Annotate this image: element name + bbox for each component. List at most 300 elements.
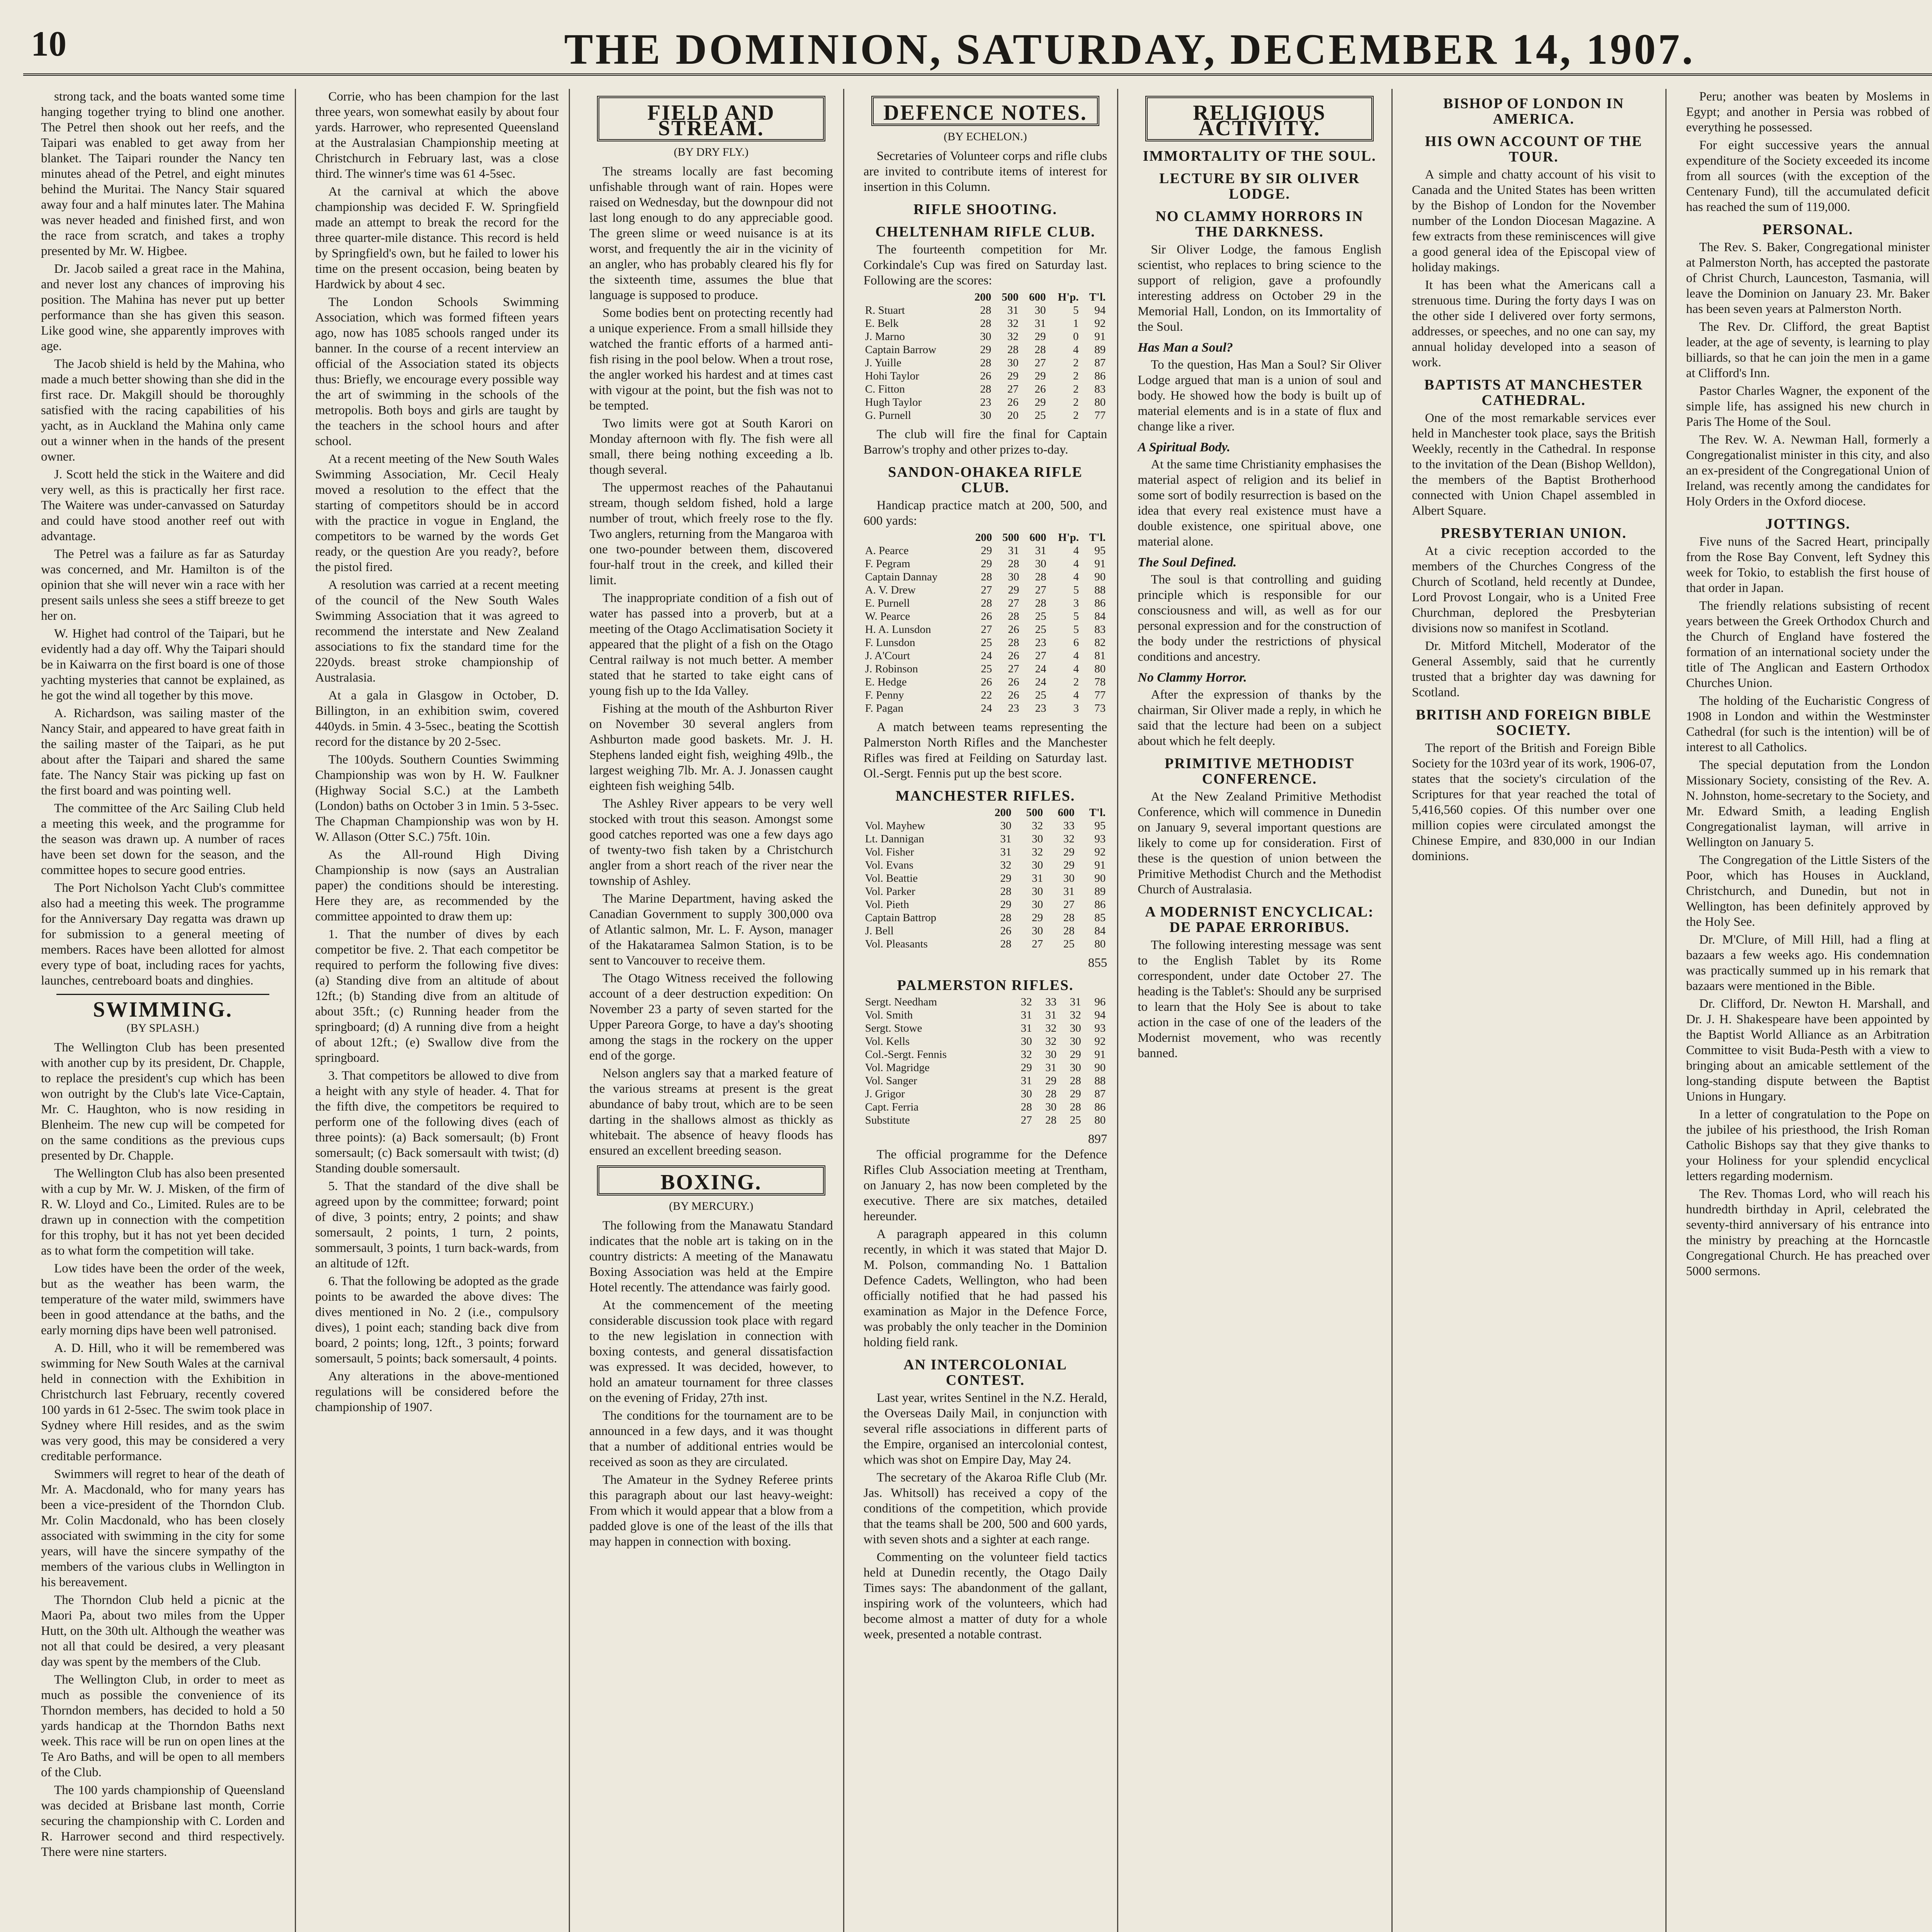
- table-row: [864, 1009, 1107, 1022]
- table-cell: 84: [1094, 925, 1106, 937]
- table-row: [864, 702, 1107, 715]
- heading-box: [871, 96, 1100, 126]
- table-cell: 77: [1094, 409, 1106, 422]
- article-paragraph: A paragraph appeared in this column recently, in which it was stated that Major D. M. Polson, commanding No. 1 Battalion Defence Cadets, Wellington, who had been officially notified that he had passed his examination as Major in the Defence Force, was probably the only teacher in the Dominion holding field rank.: [863, 1227, 1107, 1349]
- article-paragraph: 6. That the following be adopted as the grade points to be awarded the above dives: The dives mentioned in No. 2 (i.e., compulsory dives), 1 point each; standing back dive from board, 2 points; long, 12ft., 3 points; forward somersault, 5 points; back somersault, 4 points.: [315, 1274, 559, 1366]
- table-cell: 5: [1073, 584, 1079, 596]
- table-cell: 29: [1034, 370, 1046, 382]
- table-cell: 27: [1035, 584, 1046, 596]
- article-paragraph: strong tack, and the boats wanted some time hanging together trying to blind one another. The Petrel then shook out her reefs, and the Taipari was enabled to get away from her blanket. The Taipari rounder the Nancy ten minutes ahead of the Petrel, and eight minutes behind the Muritai. The Nancy Stair squared away four and a half minutes later. The Mahina was never headed and finished first, and won the race from scratch, and takes a trophy presented by Mr. W. Higbee.: [41, 90, 285, 258]
- table-header-row: [864, 531, 1107, 544]
- article-paragraph: In a letter of congratulation to the Pope on the jubilee of his priesthood, the Irish Roman Catholic Bishops say that they give thanks to your Holiness for your splendid encyclical letters regarding modernism.: [1686, 1107, 1930, 1183]
- table-cell: Hohi Taylor: [865, 370, 919, 382]
- table-cell: 31: [1020, 1022, 1032, 1034]
- article-paragraph: Two limits were got at South Karori on Monday afternoon with fly. The fish were all small, there being nothing exceeding a lb. though several.: [589, 417, 833, 477]
- byline: (BY ECHELON.): [944, 130, 1027, 143]
- article-paragraph: Low tides have been the order of the week, but as the weather has been warm, the temperature of the water mild, swimmers have been in good attendance at the baths, and the early morning dips have been well patronised.: [41, 1262, 285, 1337]
- table-cell: 0: [1073, 330, 1079, 343]
- table-cell: A. Pearce: [865, 544, 909, 557]
- article-paragraph: Last year, writes Sentinel in the N.Z. Herald, the Overseas Daily Mail, in conjunction with several rifle associations in different parts of the Empire, organised an intercolonial contest, which was shot on Empire Day, May 24.: [863, 1391, 1107, 1467]
- table-cell: Vol. Parker: [865, 885, 915, 898]
- article-paragraph: The 100 yards championship of Queensland was decided at Brisbane last month, Corrie securing the championship with C. Lorden and R. Harrower second and third respectively. There were nine starters.: [41, 1783, 285, 1859]
- article-paragraph: The Rev. Thomas Lord, who will reach his hundredth birthday in April, celebrated the seventy-third anniversary of his entrance into the ministry by preaching at the Horncastle Congregational Church. He has preached over 5000 sermons.: [1686, 1187, 1930, 1278]
- newspaper-title: THE DOMINION, SATURDAY, DECEMBER 14, 1907.: [564, 26, 1695, 73]
- article-paragraph: The streams locally are fast becoming unfishable through want of rain. Hopes were raised on Wednesday, but the downpour did not last long enough to do any appreciable good. The green slime or weed nuisance is at its worst, and frequently the air in the vicinity of an angler, who has probably cleared his fly for the sixteenth time, assumes the blue that language is supposed to produce.: [589, 165, 833, 302]
- table-cell: Vol. Kells: [865, 1035, 910, 1048]
- table-cell: E. Purnell: [865, 597, 910, 609]
- heading-box: [597, 1165, 825, 1196]
- subheading-sandon-ohakea: SANDON-OHAKEA RIFLE CLUB.: [888, 464, 1083, 496]
- article-paragraph: The Port Nicholson Yacht Club's committee also had a meeting this week. The programme for the Anniversary Day regatta was drawn up for submission to a general meeting of members. Races have been allotted for almost every type of boat, including races for yachts, launches, centreboard boats and dinghies.: [41, 881, 285, 988]
- table-cell: 30: [1020, 1088, 1032, 1100]
- score-table-manchester: [864, 806, 1107, 951]
- column-header: 600: [1029, 531, 1046, 544]
- table-cell: C. Fitton: [865, 383, 905, 395]
- article-paragraph: The official programme for the Defence Rifles Club Association meeting at Trentham, on January 2, has now been completed by the executive. There are six matches, detailed hereunder.: [863, 1148, 1107, 1223]
- table-cell: 91: [1094, 330, 1106, 343]
- table-cell: 27: [1063, 898, 1075, 911]
- column-header: 500: [1002, 531, 1019, 544]
- table-row: [864, 872, 1107, 885]
- subheading-primitive-methodist: PRIMITIVE METHODIST CONFERENCE.: [1165, 755, 1355, 787]
- table-cell: 28: [1007, 344, 1019, 356]
- article-paragraph: To the question, Has Man a Soul? Sir Oliver Lodge argued that man is a union of soul and body. He showed how the body is built up of material elements and is in a state of flux and change like a river.: [1138, 358, 1381, 434]
- table-row: [864, 636, 1107, 649]
- table-cell: 25: [1035, 610, 1046, 622]
- team-total: 855: [1088, 956, 1107, 970]
- table-cell: 30: [1070, 1022, 1081, 1034]
- table-cell: 91: [1094, 1048, 1106, 1061]
- table-cell: 26: [1008, 689, 1019, 701]
- table-cell: 29: [1032, 912, 1043, 924]
- article-paragraph: The conditions for the tournament are to be announced in a few days, and it was thought that a number of additional entries would be received as soon as they are circulated.: [589, 1409, 833, 1469]
- table-cell: 85: [1094, 912, 1106, 924]
- table-cell: 28: [1000, 912, 1012, 924]
- table-cell: 29: [980, 344, 992, 356]
- section-heading-boxing: BOXING.: [660, 1170, 762, 1194]
- table-cell: 25: [1070, 1114, 1081, 1126]
- article-paragraph: Fishing at the mouth of the Ashburton River on November 30 several anglers from Ashburton made good baskets. Mr. J. H. Stephens landed eight fish, weighing 49lb., the largest weighing 7lb. Mr. A. J. Jonassen caught eighteen fish weighing 54lb.: [589, 702, 833, 793]
- team-total: 897: [1088, 1132, 1107, 1146]
- table-cell: 28: [1000, 938, 1012, 950]
- table-cell: 86: [1094, 597, 1106, 609]
- table-row: [864, 649, 1107, 662]
- table-cell: 28: [1008, 636, 1019, 649]
- table-cell: 2: [1073, 676, 1079, 688]
- table-cell: 78: [1094, 676, 1106, 688]
- table-row: [864, 819, 1107, 832]
- table-cell: 29: [1000, 872, 1012, 884]
- table-cell: 2: [1073, 409, 1079, 422]
- table-cell: 31: [1000, 833, 1012, 845]
- article-paragraph: Corrie, who has been champion for the last three years, won somewhat easily by about four yards. Harrower, who represented Queensland at the Australasian Championship meeting at Christchurch in February last, was a close third. The winner's time was 61 4-5sec.: [315, 90, 559, 181]
- inline-heading: The Soul Defined.: [1138, 555, 1237, 570]
- table-cell: 28: [1034, 344, 1046, 356]
- table-cell: 25: [1035, 689, 1046, 701]
- table-cell: Vol. Pieth: [865, 898, 909, 911]
- table-cell: 83: [1094, 623, 1106, 636]
- table-cell: 29: [1008, 584, 1019, 596]
- table-cell: 29: [1007, 370, 1019, 382]
- table-cell: 27: [1008, 663, 1019, 675]
- subheading-cheltenham: CHELTENHAM RIFLE CLUB.: [875, 224, 1095, 240]
- article-paragraph: The Jacob shield is held by the Mahina, who made a much better showing than she did in the first race. Dr. Makgill should be thoroughly satisfied with the racing capabilities of his yacht, as in Auckland the Mahina only came out a winner when in the hands of the present owner.: [41, 357, 285, 464]
- table-cell: 30: [1045, 1101, 1057, 1113]
- table-cell: 5: [1073, 304, 1079, 316]
- table-cell: 27: [1034, 357, 1046, 369]
- article-paragraph: The Petrel was a failure as far as Saturday was concerned, and Mr. Hamilton is of the opinion that she will never win a race with her present sails unless she sees a stiff breeze to get her on.: [41, 547, 285, 623]
- table-cell: 84: [1094, 610, 1106, 622]
- table-cell: 25: [1035, 623, 1046, 636]
- article-paragraph: 3. That competitors be allowed to dive from a height with any style of header. 4. That for the fifth dive, the competitors be required to perform one of the following dives (each of three points): (a) Back somersault; (b) Front somersault; (c) Back somersault with twist; (d) Standing double somersault.: [315, 1069, 559, 1175]
- table-cell: 24: [1035, 676, 1046, 688]
- subheading-manchester: MANCHESTER RIFLES.: [895, 788, 1075, 804]
- table-cell: 28: [1020, 1101, 1032, 1113]
- table-cell: E. Belk: [865, 317, 899, 330]
- column-3: [579, 89, 844, 1932]
- column-2: [305, 89, 570, 1932]
- table-cell: 88: [1094, 584, 1106, 596]
- column-header: 600: [1058, 806, 1075, 819]
- table-cell: 30: [1032, 833, 1043, 845]
- table-cell: 80: [1094, 938, 1106, 950]
- table-cell: 32: [1000, 859, 1012, 871]
- table-cell: 94: [1094, 1009, 1106, 1021]
- table-cell: 26: [1008, 676, 1019, 688]
- table-cell: 32: [1020, 996, 1032, 1008]
- table-cell: 90: [1094, 571, 1106, 583]
- table-row: [864, 1100, 1107, 1114]
- table-cell: 89: [1094, 344, 1106, 356]
- table-cell: 28: [1063, 912, 1075, 924]
- article-paragraph: At a gala in Glasgow in October, D. Billington, in an exhibition swim, covered 440yds. in 5min. 4 3-5sec., beating the Scottish record for the distance by 20 2-5sec.: [315, 689, 559, 749]
- table-cell: 27: [1020, 1114, 1032, 1126]
- column-header: 500: [1026, 806, 1043, 819]
- table-row: [864, 675, 1107, 689]
- table-cell: 3: [1073, 597, 1079, 609]
- table-cell: 24: [981, 702, 992, 714]
- table-cell: 4: [1073, 663, 1079, 675]
- table-cell: 29: [1045, 1075, 1057, 1087]
- table-row: [864, 356, 1107, 369]
- article-paragraph: The Wellington Club, in order to meet as much as possible the convenience of its Thorndon members, has decided to hold a 50 yards handicap at the Thorndon Baths next week. This race will be run on open lines at the Te Aro Baths, and will be open to all members of the Club.: [41, 1673, 285, 1779]
- column-7: [1676, 89, 1932, 1932]
- table-cell: 31: [1020, 1009, 1032, 1021]
- table-row: [864, 845, 1107, 859]
- table-cell: 29: [1070, 1088, 1081, 1100]
- subheading-jottings: JOTTINGS.: [1765, 516, 1850, 532]
- section-heading-swimming: SWIMMING.: [93, 998, 233, 1022]
- table-cell: 80: [1094, 663, 1106, 675]
- article-paragraph: The friendly relations subsisting of recent years between the Greek Orthodox Church and the Church of England have fostered the formation of an international society under the title of The Anglican and Eastern Orthodox Churches Union.: [1686, 599, 1930, 690]
- article-paragraph: W. Highet had control of the Taipari, but he evidently had a day off. Why the Taipari should be in Kaiwarra on the first board is one of those yachting mysteries that cannot be explained, as he got the wind all together by this move.: [41, 627, 285, 702]
- table-cell: H. A. Lunsdon: [865, 623, 931, 636]
- column-6: [1402, 89, 1667, 1932]
- table-cell: 93: [1094, 1022, 1106, 1034]
- table-row: [864, 369, 1107, 383]
- article-paragraph: The following from the Manawatu Standard indicates that the noble art is taking on in the country districts: A meeting of the Manawatu Boxing Association was held at the Empire Hotel recently. The attendance was fairly good.: [589, 1219, 833, 1294]
- table-cell: Captain Barrow: [865, 344, 937, 356]
- table-cell: 30: [1032, 898, 1043, 911]
- table-cell: 32: [1007, 317, 1019, 330]
- table-cell: G. Purnell: [865, 409, 911, 422]
- table-cell: 30: [1070, 1035, 1081, 1048]
- article-paragraph: As the All-round High Diving Championship is now (says an Australian paper) the conditions should be interesting. Here they are, as recommended by the committee appointed to draw them up:: [315, 848, 559, 923]
- table-cell: 96: [1094, 996, 1106, 1008]
- table-row: [864, 937, 1107, 951]
- table-row: [864, 898, 1107, 911]
- byline: (BY DRY FLY.): [673, 146, 749, 158]
- article-paragraph: The Rev. Dr. Clifford, the great Baptist leader, at the age of seventy, is learning to play billiards, so that he can join the men in a game at Clifford's Inn.: [1686, 320, 1930, 380]
- subheading-rifle-shooting: RIFLE SHOOTING.: [913, 201, 1058, 218]
- table-cell: 26: [1034, 383, 1046, 395]
- subheading: NO CLAMMY HORRORS IN THE DARKNESS.: [1155, 208, 1364, 240]
- article-paragraph: Peru; another was beaten by Moslems in Egypt; and another in Persia was robbed of everything he possessed.: [1686, 90, 1930, 134]
- table-row: [864, 1074, 1107, 1087]
- column-header: 200: [995, 806, 1012, 819]
- table-cell: 28: [981, 571, 992, 583]
- article-paragraph: The Amateur in the Sydney Referee prints this paragraph about our last heavy-weight: From which it would appear that a blow from a padded glove is one of the least of the ills that may happen in connection with boxing.: [589, 1473, 833, 1549]
- table-cell: W. Pearce: [865, 610, 910, 622]
- table-cell: 29: [1020, 1061, 1032, 1074]
- table-row: [864, 911, 1107, 924]
- article-paragraph: Dr. Clifford, Dr. Newton H. Marshall, and Dr. J. H. Shakespeare have been appointed by the Baptist World Alliance as an Arbitration Committee to visit Buda-Pesth with a view to bringing about an amicable settlement of the long-standing dispute between the Baptist Unions in Hungary.: [1686, 997, 1930, 1104]
- table-row: [864, 1048, 1107, 1061]
- subheading-modernist: A MODERNIST ENCYCLICAL: DE PAPAE ERRORIBUS.: [1145, 904, 1374, 935]
- table-cell: Vol. Mayhew: [865, 820, 925, 832]
- article-paragraph: The Thorndon Club held a picnic at the Maori Pa, about two miles from the Upper Hutt, on the 30th ult. Although the weather was not all that could be desired, a very pleasant day was spent by the members of the Club.: [41, 1593, 285, 1669]
- table-cell: 5: [1073, 610, 1079, 622]
- table-cell: J. Bell: [865, 925, 894, 937]
- article-paragraph: The following interesting message was sent to the English Tablet by its Rome correspondent, under date October 27. The heading is the Tablet's: Should any be surprised to learn that the Holy See is about to take action in the case of one of the leaders of the Modernist movement, who was recently banned.: [1138, 938, 1381, 1060]
- table-row: [864, 343, 1107, 356]
- column-1: [31, 89, 296, 1932]
- table-cell: 27: [981, 623, 992, 636]
- table-cell: 2: [1073, 383, 1079, 395]
- table-row: [864, 570, 1107, 583]
- table-cell: Hugh Taylor: [865, 396, 922, 408]
- table-cell: 26: [1008, 623, 1019, 636]
- table-cell: 30: [1032, 885, 1043, 898]
- column-5: [1128, 89, 1393, 1932]
- table-cell: 2: [1073, 357, 1079, 369]
- table-cell: 31: [1008, 544, 1019, 557]
- table-row: [864, 409, 1107, 422]
- subheading-presbyterian: PRESBYTERIAN UNION.: [1440, 525, 1627, 541]
- table-cell: 28: [980, 317, 992, 330]
- section-rule: [56, 994, 269, 995]
- table-row: [864, 1035, 1107, 1048]
- table-cell: 32: [1007, 330, 1019, 343]
- article-paragraph: At a recent meeting of the New South Wales Swimming Association, Mr. Cecil Healy moved a resolution to the effect that the starting of competitors should be in accord with the practice in vogue in England, the competitors to be warned by the words Get ready, or the question Are you ready?, before the pistol fired.: [315, 452, 559, 574]
- table-cell: 88: [1094, 1075, 1106, 1087]
- table-cell: E. Hedge: [865, 676, 907, 688]
- heading-box: [597, 96, 825, 141]
- column-header: 200: [974, 291, 992, 303]
- table-row: [864, 623, 1107, 636]
- article-paragraph: It has been what the Americans call a strenuous time. During the forty days I was on the other side I delivered over forty sermons, addresses, or speeches, and no one can say, my annual holiday developed into a season of work.: [1412, 278, 1656, 369]
- table-cell: 90: [1094, 872, 1106, 884]
- table-cell: Capt. Ferria: [865, 1101, 919, 1113]
- table-cell: 32: [1045, 1035, 1057, 1048]
- table-cell: 4: [1073, 544, 1079, 557]
- table-cell: 31: [1034, 317, 1046, 330]
- subheading-palmerston: PALMERSTON RIFLES.: [897, 977, 1074, 993]
- table-row: [864, 304, 1107, 317]
- table-row: [864, 396, 1107, 409]
- table-cell: Col.-Sergt. Fennis: [865, 1048, 947, 1061]
- table-row: [864, 544, 1107, 557]
- subheading-personal: PERSONAL.: [1762, 221, 1853, 238]
- table-cell: 1: [1073, 317, 1079, 330]
- table-cell: F. Penny: [865, 689, 904, 701]
- column-header: 200: [975, 531, 992, 544]
- table-row: [864, 1022, 1107, 1035]
- table-cell: 30: [1000, 820, 1012, 832]
- subheading: HIS OWN ACCOUNT OF THE TOUR.: [1425, 133, 1643, 165]
- section-heading-religious-activity: RELIGIOUS ACTIVITY.: [1193, 101, 1326, 140]
- table-cell: 94: [1094, 304, 1106, 316]
- table-cell: 33: [1045, 996, 1057, 1008]
- table-cell: 31: [1045, 1061, 1057, 1074]
- table-cell: 28: [1035, 571, 1046, 583]
- score-table-sandon: [864, 531, 1107, 715]
- table-cell: 90: [1094, 1061, 1106, 1074]
- article-paragraph: The Rev. W. A. Newman Hall, formerly a Congregationalist minister in this city, and also an ex-president of the Congregational Union of Ireland, was recently among the candidates for Holy Orders in the Oxford diocese.: [1686, 433, 1930, 509]
- table-cell: 30: [1035, 558, 1046, 570]
- table-cell: 26: [1008, 650, 1019, 662]
- column-header: T'l.: [1089, 291, 1106, 303]
- table-cell: 28: [1008, 558, 1019, 570]
- article-paragraph: The Congregation of the Little Sisters of the Poor, which has Houses in Auckland, Christchurch, and Dunedin, but not in Wellington, has been definitely approved by the Holy See.: [1686, 853, 1930, 929]
- table-row: [864, 885, 1107, 898]
- article-paragraph: For eight successive years the annual expenditure of the Society exceeded its income from all sources (with the exception of the Centenary Fund), till the accumulated deficit has reached the sum of 119,000.: [1686, 138, 1930, 214]
- table-cell: 2: [1073, 370, 1079, 382]
- table-cell: 25: [1063, 938, 1075, 950]
- table-cell: 83: [1094, 383, 1106, 395]
- inline-heading: No Clammy Horror.: [1138, 670, 1247, 685]
- table-cell: 31: [1035, 544, 1046, 557]
- table-cell: J. Marno: [865, 330, 905, 343]
- table-cell: Vol. Evans: [865, 859, 913, 871]
- article-paragraph: A. D. Hill, who it will be remembered was swimming for New South Wales at the carnival held in connection with the Exhibition in Christchurch last February, recently covered 100 yards in 61 2-5sec. The swim took place in Sydney where Hill resides, and as the swim was very good, this may be considered a very creditable performance.: [41, 1341, 285, 1463]
- table-cell: 31: [1007, 304, 1019, 316]
- heading-box: [1145, 96, 1374, 141]
- table-cell: R. Stuart: [865, 304, 905, 316]
- table-row: [864, 662, 1107, 675]
- table-row: [864, 383, 1107, 396]
- table-cell: 28: [1000, 885, 1012, 898]
- table-cell: 28: [1070, 1101, 1081, 1113]
- article-paragraph: A. Richardson, was sailing master of the Nancy Stair, and appeared to have great faith in the sailing master of the Taipari, as he put about after the Taipari and shared the same fate. The Nancy Stair was picking up fast on the first board and was pointing well.: [41, 706, 285, 798]
- byline: (BY SPLASH.): [126, 1022, 199, 1034]
- table-cell: 4: [1073, 344, 1079, 356]
- table-cell: 27: [1032, 938, 1043, 950]
- table-cell: 31: [1020, 1075, 1032, 1087]
- table-cell: 23: [1035, 702, 1046, 714]
- score-table-palmerston: [864, 995, 1107, 1127]
- table-row: [864, 557, 1107, 570]
- inline-heading: A Spiritual Body.: [1138, 440, 1230, 454]
- table-cell: J. A'Court: [865, 650, 910, 662]
- table-cell: 25: [1034, 409, 1046, 422]
- table-cell: 26: [981, 676, 992, 688]
- table-row: [864, 924, 1107, 937]
- table-cell: 93: [1094, 833, 1106, 845]
- table-cell: Sergt. Needham: [865, 996, 937, 1008]
- table-cell: 77: [1094, 689, 1106, 701]
- column-header: [864, 806, 981, 819]
- table-cell: Vol. Beattie: [865, 872, 918, 884]
- column-header: T'l.: [1089, 806, 1106, 819]
- inline-heading: Has Man a Soul?: [1138, 340, 1233, 355]
- article-paragraph: The Wellington Club has also been presented with a cup by Mr. W. J. Misken, of the firm of R. W. Lloyd and Co., Limited. Rules are to be drawn up in connection with the competition for this trophy, but it has not yet been decided as to what form the competition will take.: [41, 1167, 285, 1258]
- table-cell: 92: [1094, 317, 1106, 330]
- table-row: [864, 317, 1107, 330]
- article-paragraph: The uppermost reaches of the Pahautanui stream, though seldom fished, hold a large number of trout, which freely rose to the fly. Two anglers, returning from the Mangaroa with one two-pounder between them, discovered four-half trout in the creek, and killed their limit.: [589, 481, 833, 587]
- table-cell: 95: [1094, 820, 1106, 832]
- table-row: [864, 597, 1107, 610]
- column-header: H'p.: [1058, 531, 1079, 544]
- score-table-cheltenham: [864, 291, 1107, 422]
- table-cell: Lt. Dannigan: [865, 833, 924, 845]
- table-cell: 30: [1063, 872, 1075, 884]
- table-cell: 29: [1063, 859, 1075, 871]
- article-paragraph: The club will fire the final for Captain Barrow's trophy and other prizes to-day.: [863, 427, 1107, 457]
- article-paragraph: One of the most remarkable services ever held in Manchester took place, says the British Weekly, recently in the Cathedral. In response to the invitation of the Dean (Bishop Welldon), the members of the Baptist Brotherhood connected with Union Chapel assembled in Albert Square.: [1412, 411, 1656, 518]
- table-cell: 24: [1035, 663, 1046, 675]
- table-cell: 80: [1094, 396, 1106, 408]
- table-cell: Vol. Smith: [865, 1009, 913, 1021]
- table-header-row: [864, 806, 1107, 819]
- table-cell: 30: [1020, 1035, 1032, 1048]
- column-4: [854, 89, 1119, 1932]
- table-cell: 23: [980, 396, 992, 408]
- table-cell: J. Grigor: [865, 1088, 905, 1100]
- article-paragraph: Nelson anglers say that a marked feature of the various streams at present is the great abundance of baby trout, which are to be seen darting in the shallows almost as thickly as whitebait. The absence of heavy floods has ensured an excellent breeding season.: [589, 1066, 833, 1158]
- table-cell: 28: [1035, 597, 1046, 609]
- table-cell: 22: [981, 689, 992, 701]
- subheading: LECTURE BY SIR OLIVER LODGE.: [1159, 170, 1360, 202]
- article-paragraph: The fourteenth competition for Mr. Corkindale's Cup was fired on Saturday last. Following are the scores:: [863, 243, 1107, 287]
- table-cell: 23: [1035, 636, 1046, 649]
- page-columns: [31, 89, 1932, 1932]
- table-cell: 30: [980, 330, 992, 343]
- article-paragraph: The holding of the Eucharistic Congress of 1908 in London and within the Westminster Cathedral (for such is the intention) will be of interest to all Catholics.: [1686, 694, 1930, 754]
- table-cell: 27: [1007, 383, 1019, 395]
- article-paragraph: At the carnival at which the above championship was decided F. W. Springfield made an attempt to break the record for the three quarter-mile distance. This record is held by Springfield's own, but he failed to lower his time on the present occasion, being beaten by Hardwick by about 4 sec.: [315, 185, 559, 291]
- article-paragraph: Handicap practice match at 200, 500, and 600 yards:: [863, 498, 1107, 528]
- subheading-bishop-of-london: BISHOP OF LONDON IN AMERICA.: [1443, 95, 1624, 127]
- table-cell: 31: [1000, 846, 1012, 858]
- table-cell: 26: [981, 610, 992, 622]
- table-cell: 28: [980, 357, 992, 369]
- article-paragraph: At a civic reception accorded to the members of the Churches Congress of the Church of Scotland, held recently at Dundee, Lord Provost Longair, who is a United Free Churchman, deplored the Presbyterian divisions now so manifest in Scotland.: [1412, 544, 1656, 635]
- article-paragraph: The inappropriate condition of a fish out of water has passed into a proverb, but at a meeting of the Otago Acclimatisation Society it appeared that the plight of a fish on the Otago Central railway is not much better. A member stated that he started to take eight cans of young fish up to the Ida Valley.: [589, 591, 833, 698]
- table-cell: 23: [1008, 702, 1019, 714]
- table-cell: 92: [1094, 846, 1106, 858]
- table-cell: 32: [1070, 1009, 1081, 1021]
- table-cell: 29: [1070, 1048, 1081, 1061]
- masthead: [23, 15, 1932, 76]
- article-paragraph: Dr. Jacob sailed a great race in the Mahina, and never lost any chances of improving his position. The Mahina has never put up better performance than she has given this season. Like good wine, she apparently improves with age.: [41, 262, 285, 353]
- article-paragraph: Dr. M'Clure, of Mill Hill, had a fling at bazaars a few weeks ago. His condemnation was practically summed up in his remark that bazaars were mentioned in the Bible.: [1686, 933, 1930, 993]
- subheading: IMMORTALITY OF THE SOUL.: [1143, 148, 1376, 164]
- table-cell: 2: [1073, 396, 1079, 408]
- section-heading-defence-notes: DEFENCE NOTES.: [883, 101, 1087, 125]
- table-cell: 32: [1045, 1022, 1057, 1034]
- table-cell: 89: [1094, 885, 1106, 898]
